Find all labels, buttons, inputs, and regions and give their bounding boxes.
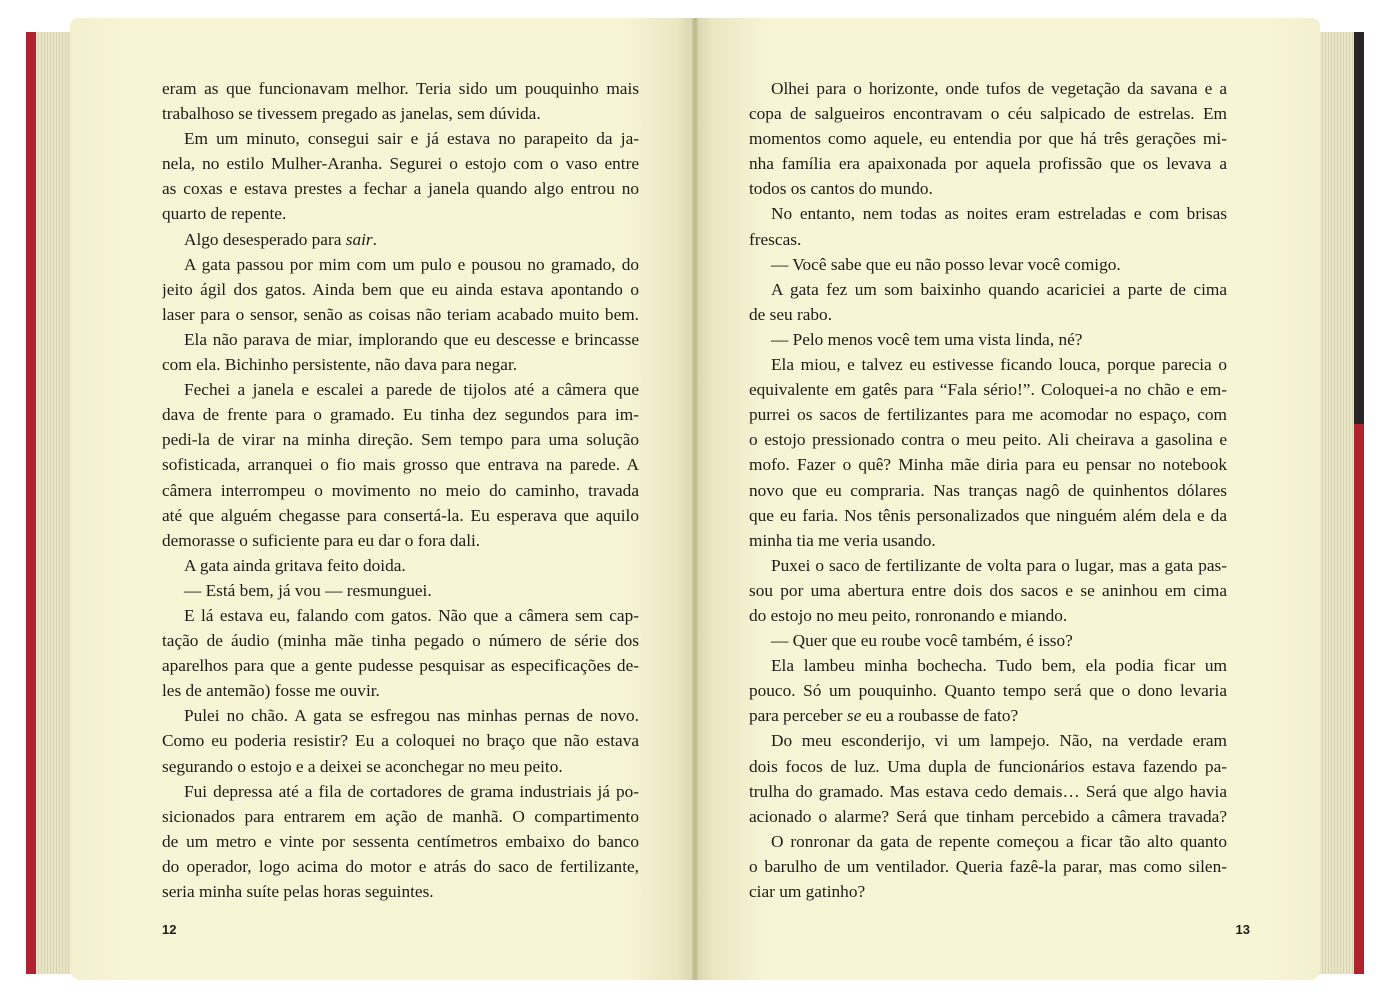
text-line [162,603,639,628]
text-line [162,879,639,904]
text-line-content: sicionados para entrarem em ação de manhã. O compartimento [162,806,639,826]
left-page-number: 12 [162,922,177,937]
text-line-content: que eu faria. Nos tênis personalizados que ninguém além dela e da [749,505,1227,525]
text-line-content: tação de áudio (minha mãe tinha pegado o número de série dos [162,631,639,651]
text-line [749,578,1227,603]
text-line [749,352,1227,377]
text-line [162,327,639,352]
text-line-content: eram as que funcionavam melhor. Teria sido um pouquinho mais [162,79,639,98]
text-line [162,201,639,226]
text-line [162,728,639,753]
text-line [749,779,1227,804]
text-line-content: Em um minuto, consegui sair e já estava no parapeito da ja- [184,129,639,149]
text-line [749,176,1227,201]
text-line [162,176,639,201]
text-line-content: — Está bem, já vou — resmunguei. [184,580,432,600]
text-line-content: seria minha suíte pelas horas seguintes. [162,882,434,901]
text-line-content: de seu rabo. [749,304,833,324]
right-page-number: 13 [1235,922,1250,937]
text-line-content: Ela lambeu minha bochecha. Tudo bem, ela podia ficar um [771,656,1227,676]
text-line [749,503,1227,528]
text-line-content: trabalhoso se tivessem pregado as janelas, sem dúvida. [162,104,541,124]
text-line-content: demorasse o suficiente para eu dar o fora dali. [162,530,481,550]
text-line [749,703,1227,728]
text-line-content: sofisticada, arranquei o fio mais grosso que entrava na parede. A [162,455,639,475]
text-line [162,553,639,578]
left-page [70,18,695,980]
text-line-content: les de antemão) fosse me ouvir. [162,681,380,701]
text-line-content: Como eu poderia resistir? Eu a coloquei no braço que não estava [162,731,639,751]
text-line [749,478,1227,503]
text-line-content: Pulei no chão. A gata se esfregou nas minhas pernas de novo. [184,706,639,726]
text-line [162,578,639,603]
left-page-text [162,76,639,904]
text-line [162,352,639,377]
text-line-content: Algo desesperado para [184,229,346,249]
text-line-content: trulha do gramado. Mas estava cedo demais… Será que algo havia [749,781,1227,801]
text-line-content: Fechei a janela e escalei a parede de tijolos até a câmera que [184,380,639,400]
text-line-content: as coxas e estava prestes a fechar a janela quando algo entrou no [162,179,639,199]
text-line [749,277,1227,302]
text-line [162,503,639,528]
text-line-content: todos os cantos do mundo. [749,179,933,199]
text-line [162,76,639,101]
text-line [162,703,639,728]
text-line [749,678,1227,703]
text-line-content: para perceber [749,706,847,726]
right-page [695,18,1320,980]
text-line [749,126,1227,151]
text-line-content: A gata fez um som baixinho quando acariciei a parte de cima [771,279,1227,299]
text-line [162,452,639,477]
text-line-content: pedi-la de virar na minha direção. Sem tempo para uma solução [162,430,639,450]
text-line [749,402,1227,427]
text-line [749,728,1227,753]
text-line-content: Do meu esconderijo, vi um lampejo. Não, na verdade eram [771,731,1227,751]
text-line-content: aparelhos para que a gente pudesse pesquisar as especificações de- [162,656,639,676]
text-line-content: sou por uma abertura entre dois dos sacos e se aninhou em cima [749,580,1227,600]
book-cover-right-edge-red [1354,424,1364,974]
text-line [162,528,639,553]
text-line [749,829,1227,854]
text-line-content: do estojo no meu peito, ronronando e miando. [749,605,1068,625]
text-line-content: — Quer que eu roube você também, é isso? [771,631,1073,651]
book-gutter [692,18,698,980]
text-line [162,779,639,804]
text-line-content: dois focos de luz. Uma dupla de funcionários estava fazendo pa- [749,756,1227,776]
text-line-content: Olhei para o horizonte, onde tufos de vegetação da savana e a [771,79,1227,98]
text-line [749,553,1227,578]
text-line-content: o estojo pressionado contra o meu peito. Ali cheirava a gasolina e [749,430,1227,450]
text-line [749,628,1227,653]
text-line-content: quarto de repente. [162,204,287,224]
text-line [162,628,639,653]
text-line-content: Ela não parava de miar, implorando que eu descesse e brincasse [184,329,639,349]
text-line-content: jeito ágil dos gatos. Ainda bem que eu ainda estava apontando o [162,279,639,299]
text-line-content: até que alguém chegasse para consertá-la. Eu esperava que aquilo [162,505,639,525]
text-line [749,201,1227,226]
text-line-content: de um metro e vinte por sessenta centímetros embaixo do banco [162,831,639,851]
text-line-content: A gata passou por mim com um pulo e pousou no gramado, do [184,254,639,274]
text-line [162,829,639,854]
text-line [162,678,639,703]
text-line-content: minha tia me veria usando. [749,530,936,550]
text-line-content: equivalente em gatês para “Fala sério!”. Coloquei-a no chão e em- [749,380,1227,400]
text-line-content: copa de salgueiros encontravam o céu salpicado de estrelas. Em [749,104,1227,124]
text-line [749,854,1227,879]
text-line-content: com ela. Bichinho persistente, não dava para negar. [162,355,518,375]
text-line [162,151,639,176]
italic-word: se [846,706,862,726]
text-line [749,227,1227,252]
text-line [749,427,1227,452]
open-book [26,18,1364,980]
text-line [162,126,639,151]
text-line [749,879,1227,904]
text-line-content: momentos como aquele, eu entendia por que há três gerações mi- [749,129,1227,149]
text-line [749,76,1227,101]
text-line [749,101,1227,126]
book-cover-right-edge-dark [1354,32,1364,424]
text-line [162,427,639,452]
text-line-content: Puxei o saco de fertilizante de volta para o lugar, mas a gata pas- [771,555,1227,575]
text-line-content: ciar um gatinho? [749,882,866,901]
text-line [162,252,639,277]
text-line-content: — Pelo menos você tem uma vista linda, né? [771,329,1083,349]
text-line [162,227,639,252]
text-line-tail: eu a roubasse de fato? [861,706,1019,726]
text-line-content: Fui depressa até a fila de cortadores de grama industriais já po- [184,781,639,801]
text-line-content: câmera interrompeu o movimento no meio do caminho, travada [162,480,639,500]
right-page-text [749,76,1227,904]
text-line [162,101,639,126]
text-line-content: segurando o estojo e a deixei se aconchegar no meu peito. [162,756,563,776]
text-line [162,754,639,779]
text-line-content: novo que eu compraria. Nas tranças nagô de quinhentos dólares [749,480,1227,500]
page-edges-right [1314,32,1354,974]
text-line [162,804,639,829]
text-line [749,252,1227,277]
text-line [162,377,639,402]
text-line [749,653,1227,678]
text-line [162,478,639,503]
text-line-content: E lá estava eu, falando com gatos. Não que a câmera sem cap- [184,605,639,625]
text-line [162,854,639,879]
text-line-content: A gata ainda gritava feito doida. [184,555,406,575]
text-line [749,302,1227,327]
text-line-content: Ela miou, e talvez eu estivesse ficando louca, porque parecia o [771,355,1227,375]
text-line-content: nha família era apaixonada por aquela profissão que os levava a [749,154,1227,174]
text-line-content: nela, no estilo Mulher-Aranha. Segurei o estojo com o vaso entre [162,154,639,174]
text-line [162,302,639,327]
text-line [162,653,639,678]
text-line-content: laser para o sensor, senão as coisas não teriam acabado muito bem. [162,304,639,324]
text-line [749,377,1227,402]
text-line-content: pouco. Só um pouquinho. Quanto tempo será que o dono levaria [749,681,1227,701]
text-line-content: acionado o alarme? Será que tinham percebido a câmera travada? [749,806,1227,826]
italic-word: sair [345,229,373,249]
text-line-content: purrei os sacos de fertilizantes para me acomodar no espaço, com [749,405,1227,425]
text-line-content: o barulho de um ventilador. Queria fazê-la parar, mas como silen- [749,856,1227,876]
text-line [749,327,1227,352]
text-line-content: mofo. Fazer o quê? Minha mãe diria para eu pensar no notebook [749,455,1227,475]
text-line [749,528,1227,553]
text-line-content: — Você sabe que eu não posso levar você comigo. [771,254,1121,274]
text-line-content: do operador, logo acima do motor e atrás do saco de fertilizante, [162,856,639,876]
text-line [749,754,1227,779]
text-line [749,603,1227,628]
text-line [162,277,639,302]
text-line [749,804,1227,829]
text-line-content: No entanto, nem todas as noites eram estreladas e com brisas [771,204,1227,224]
text-line [749,452,1227,477]
text-line-content: frescas. [749,229,802,249]
text-line-content: O ronronar da gata de repente começou a ficar tão alto quanto [771,831,1227,851]
book-cover-left-edge [26,32,36,974]
text-line-content: dava de frente para o gramado. Eu tinha dez segundos para im- [162,405,639,425]
text-line-tail: . [372,229,377,249]
text-line [162,402,639,427]
text-line [749,151,1227,176]
